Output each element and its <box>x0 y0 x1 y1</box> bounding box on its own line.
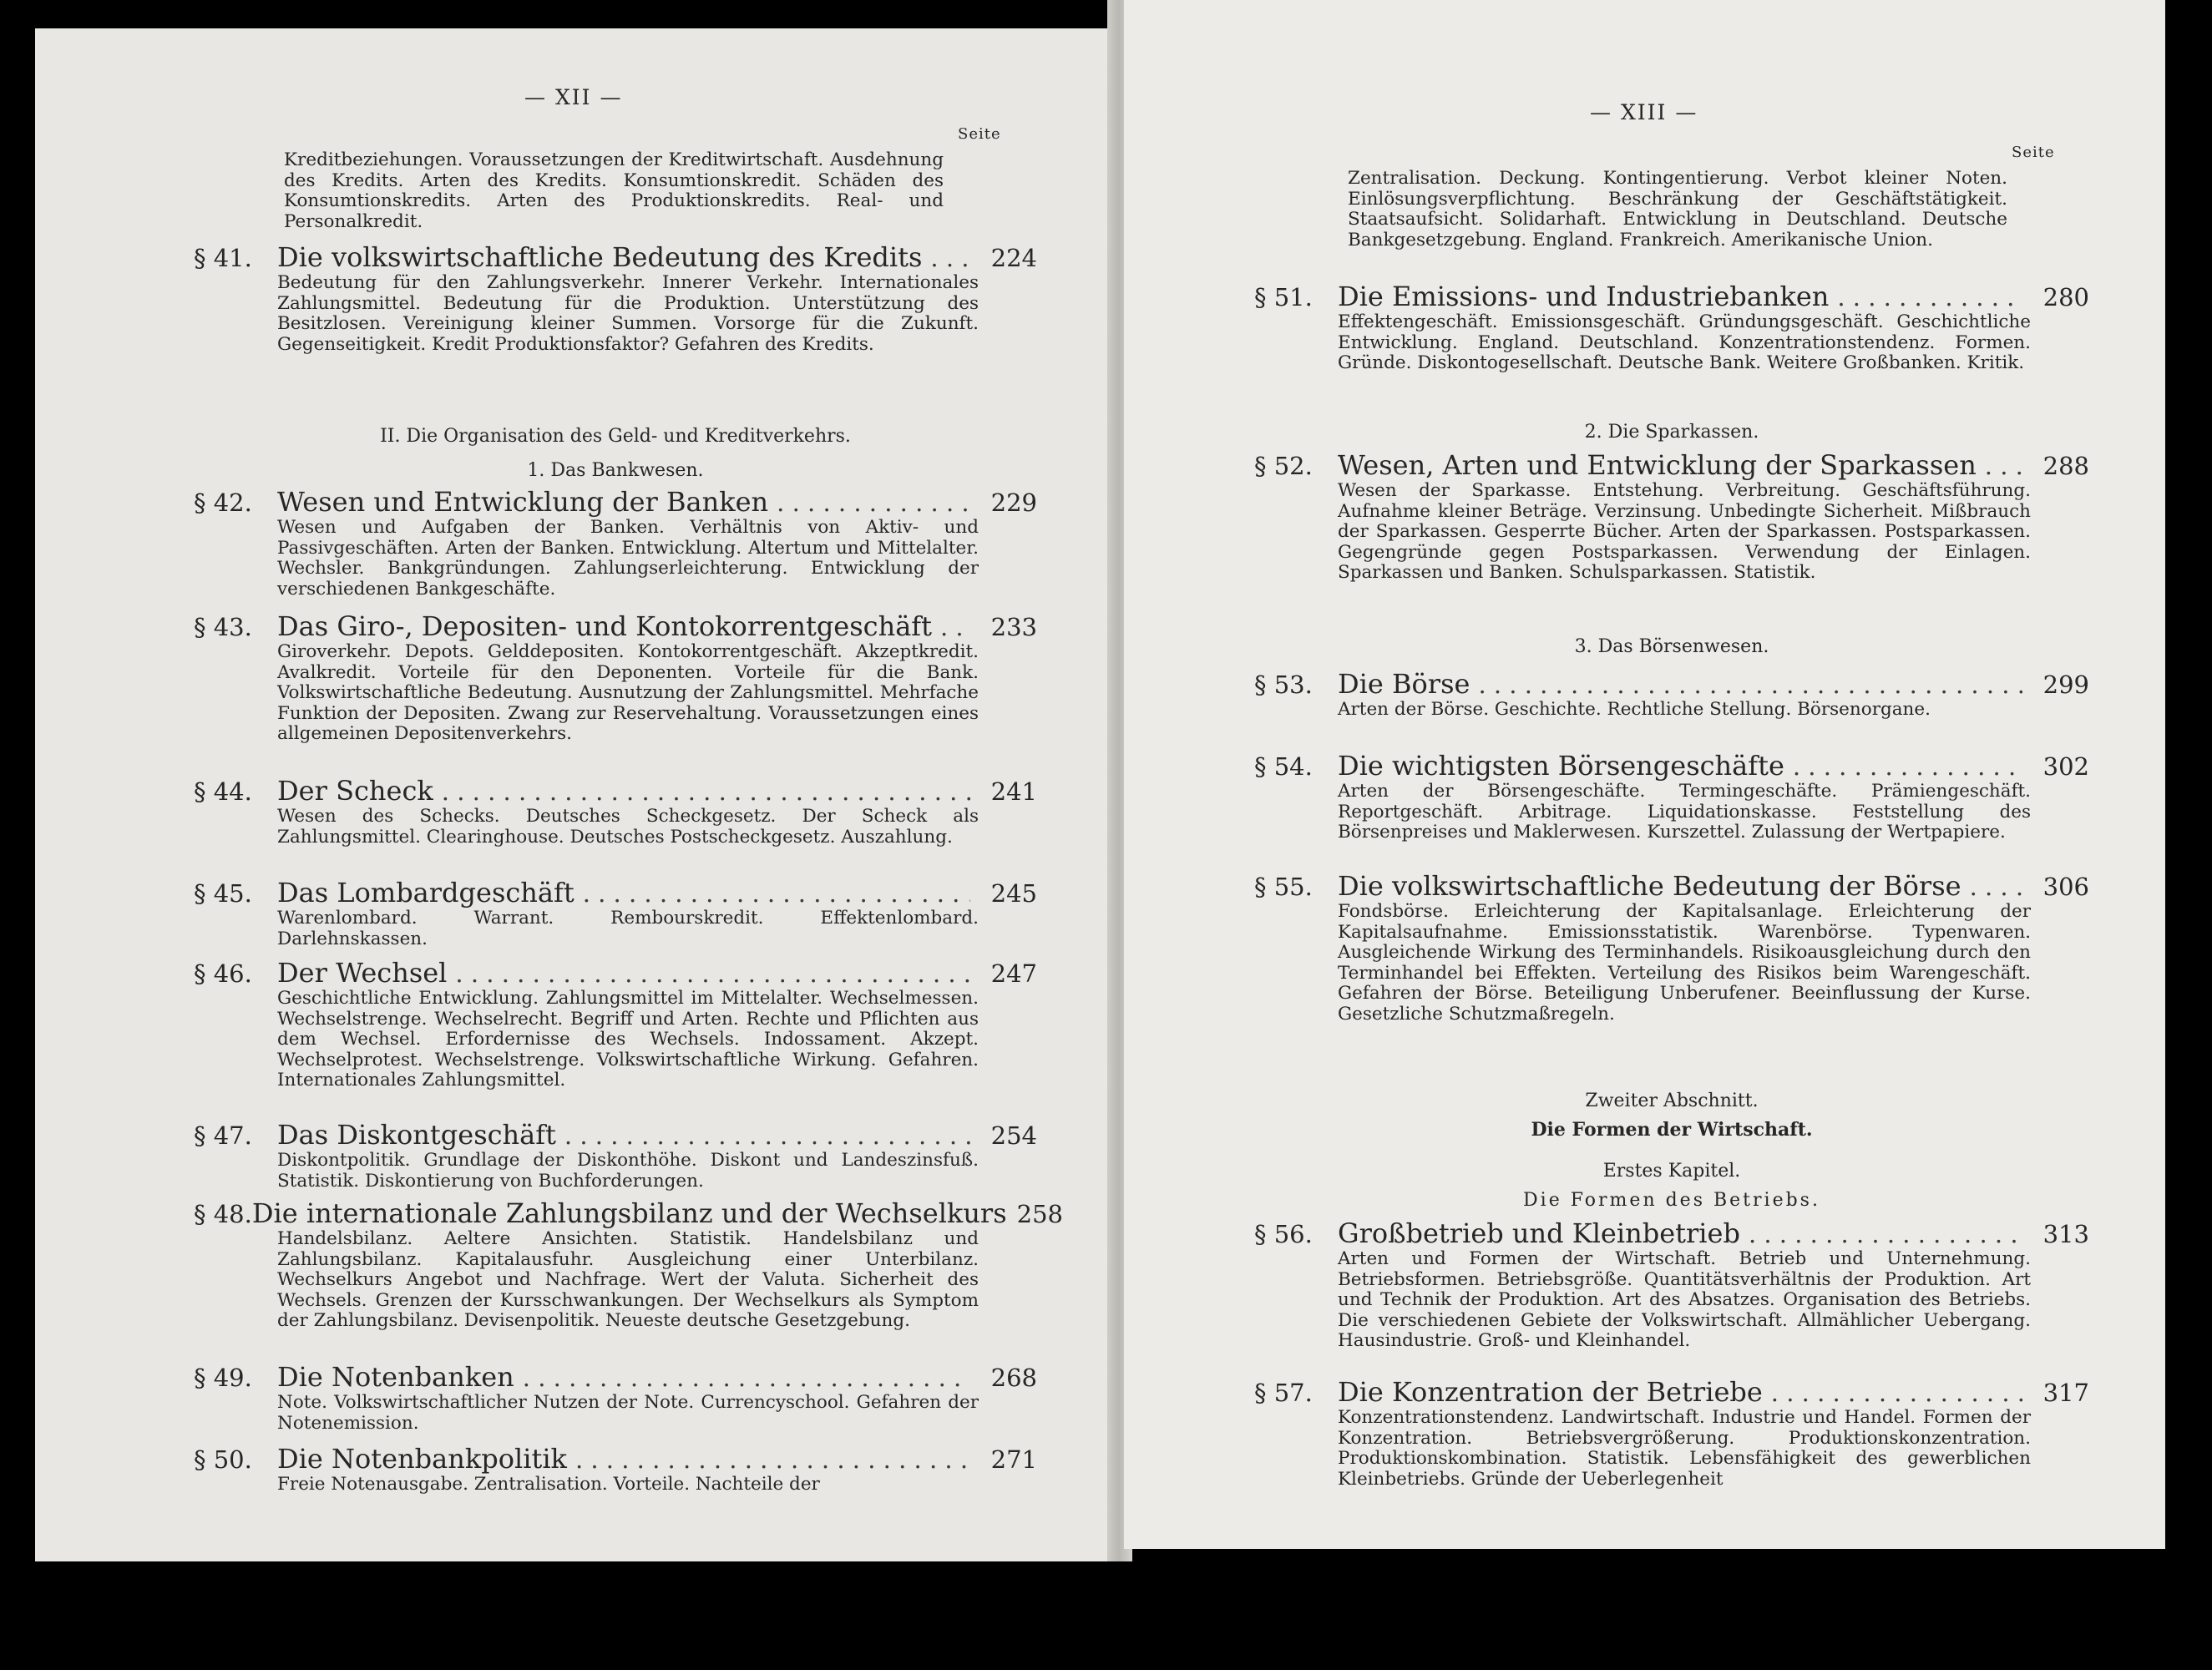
abschnitt-title: Die Formen der Wirtschaft. <box>1531 1119 1813 1141</box>
intro-text-right: Zentralisation. Deckung. Kontingentierung. Verbot kleiner Noten. Einlösungsverpflichtung. Beschränkung der Geschäftstätigkeit. Staatsaufsicht. Solidarhaft. Entwicklung in Deutschland. Deutsche Bankgesetzgebung. England. Frankreich. Amerikanische Union. <box>1348 168 2007 250</box>
toc-entry-46[interactable]: § 46. Der Wechsel . . . 247 Geschichtliche Entwicklung. Zahlungsmittel im Mittelalter. Wechselmessen. Wechselstrenge. Wechselrecht. Begriff und Arten. Rechte und Pflichten aus dem Wechsel. Erfordernisse des Wechsels. Indossament. Akzept. Wechselprotest. Wechselstrenge. Volkswirtschaftliche Wirkung. Gefahren. Internationales Zahlungsmittel. <box>194 957 1037 1091</box>
toc-entry-52[interactable]: § 52. Wesen, Arten und Entwicklung der Sparkassen . . . 288 Wesen der Sparkasse. Entstehung. Verbreitung. Geschäftsführung. Aufnahme kleiner Beträge. Verzinsung. Unbedingte Sicherheit. Mißbrauch der Sparkassen. Gesperrte Bücher. Arten der Sparkassen. Postsparkassen. Gegengründe gegen Postsparkassen. Verwendung der Einlagen. Sparkassen und Banken. Schulsparkassen. Statistik. <box>1254 449 2089 584</box>
toc-entry-55[interactable]: § 55. Die volkswirtschaftliche Bedeutung der Börse . . . 306 Fondsbörse. Erleichterung der Kapitalsanlage. Erleichterung der Kapitalsaufnahme. Emissionsstatistik. Warenbörse. Typenwaren. Ausgleichende Wirkung des Terminhandels. Risikoausgleichung durch den Terminhandel bei Effekten. Verteilung des Risikos beim Warengeschäft. Gefahren der Börse. Beteiligung Unberufener. Beeinflussung der Kurse. Gesetzliche Schutzmaßregeln. <box>1254 870 2089 1025</box>
toc-entry-54[interactable]: § 54. Die wichtigsten Börsengeschäfte . . . 302 Arten der Börsengeschäfte. Termingeschäfte. Prämiengeschäft. Reportgeschäft. Arbitrage. Liquidationskasse. Feststellung des Börsenpreises und Maklerwesen. Kurszettel. Zulassung der Wertpapiere. <box>1254 750 2089 843</box>
toc-entry-47[interactable]: § 47. Das Diskontgeschäft . . . 254 Diskontpolitik. Grundlage der Diskonthöhe. Diskont und Landeszinsfuß. Statistik. Diskontierung von Buchforderungen. <box>194 1119 1037 1192</box>
toc-entry-42[interactable]: § 42. Wesen und Entwicklung der Banken . . . 229 Wesen und Aufgaben der Banken. Verhältnis von Aktiv- und Passivgeschäften. Arten der Banken. Entwicklung. Altertum und Mittelalter. Wechsler. Bankgründungen. Zahlungserleichterung. Entwicklung der verschiedenen Bankgeschäfte. <box>194 486 1037 600</box>
left-page <box>35 28 1114 1561</box>
part-heading: II. Die Organisation des Geld- und Kreditverkehrs. <box>380 426 851 447</box>
toc-entry-57[interactable]: § 57. Die Konzentration der Betriebe . . . 317 Konzentrationstendenz. Landwirtschaft. Industrie und Handel. Formen der Konzentration. Betriebsvergrößerung. Produktionskonzentration. Produktionskombination. Statistik. Lebensfähigkeit des gewerblichen Kleinbetriebs. Gründe der Ueberlegenheit <box>1254 1376 2089 1490</box>
toc-entry-49[interactable]: § 49. Die Notenbanken . . . 268 Note. Volkswirtschaftlicher Nutzen der Note. Currencyschool. Gefahren der Notenemission. <box>194 1361 1037 1434</box>
sub-heading-boersenwesen: 3. Das Börsenwesen. <box>1574 636 1769 657</box>
toc-entry-43[interactable]: § 43. Das Giro-, Depositen- und Kontokorrentgeschäft . . . 233 Giroverkehr. Depots. Gelddepositen. Kontokorrentgeschäft. Akzeptkredit. Avalkredit. Vorteile für den Deponenten. Vorteile für die Bank. Volkswirtschaftliche Bedeutung. Ausnutzung der Zahlungsmittel. Mehrfache Funktion der Depositen. Zwang zur Reservehaltung. Voraussetzungen eines allgemeinen Depositenverkehrs. <box>194 610 1037 745</box>
sub-heading-bankwesen: 1. Das Bankwesen. <box>527 460 704 481</box>
page-number-xiii: — XIII — <box>1590 100 1698 124</box>
right-page <box>1124 0 2165 1549</box>
intro-text: Kreditbeziehungen. Voraussetzungen der Kreditwirtschaft. Ausdehnung des Kredits. Arten des Kredits. Konsumtionskredit. Schäden des Konsumtionskredits. Arten des Produktionskredits. Real- und Personalkredit. <box>284 149 944 232</box>
toc-entry-50[interactable]: § 50. Die Notenbankpolitik . . . 271 Freie Notenausgabe. Zentralisation. Vorteile. Nachteile der <box>194 1443 1037 1495</box>
toc-entry-44[interactable]: § 44. Der Scheck . . . 241 Wesen des Schecks. Deutsches Scheckgesetz. Der Scheck als Zahlungsmittel. Clearinghouse. Deutsches Postscheckgesetz. Auszahlung. <box>194 775 1037 848</box>
kapitel-title: Die Formen des Betriebs. <box>1523 1190 1820 1211</box>
toc-entry-41[interactable]: § 41. Die volkswirtschaftliche Bedeutung des Kredits . . . 224 Bedeutung für den Zahlungsverkehr. Innerer Verkehr. Internationales Zahlungsmittel. Bedeutung für die Produktion. Unterstützung des Besitzlosen. Vereinigung kleiner Summen. Vorsorge für die Zukunft. Gegenseitigkeit. Kredit Produktionsfaktor? Gefahren des Kredits. <box>194 241 1037 355</box>
abschnitt-heading: Zweiter Abschnitt. <box>1585 1091 1759 1111</box>
page-number-xii: — XII — <box>524 85 623 109</box>
seite-label-right: Seite <box>2012 144 2055 161</box>
toc-entry-48[interactable]: § 48. Die internationale Zahlungsbilanz und der Wechselkurs 258 Handelsbilanz. Aeltere Ansichten. Statistik. Handelsbilanz und Zahlungsbilanz. Kapitalausfuhr. Ausgleichung einer Unterbilanz. Wechselkurs Angebot und Nachfrage. Wert der Valuta. Sicherheit des Wechsels. Grenzen der Kursschwankungen. Der Wechselkurs als Symptom der Zahlungsbilanz. Devisenpolitik. Neueste deutsche Gesetzgebung. <box>194 1197 1063 1331</box>
toc-entry-53[interactable]: § 53. Die Börse . . . 299 Arten der Börse. Geschichte. Rechtliche Stellung. Börsenorgane. <box>1254 668 2089 721</box>
seite-label: Seite <box>958 125 1001 143</box>
toc-entry-45[interactable]: § 45. Das Lombardgeschäft . . . 245 Warenlombard. Warrant. Rembourskredit. Effektenlombard. Darlehnskassen. <box>194 877 1037 949</box>
sub-heading-sparkassen: 2. Die Sparkassen. <box>1584 422 1759 443</box>
toc-entry-56[interactable]: § 56. Großbetrieb und Kleinbetrieb . . . 313 Arten und Formen der Wirtschaft. Betrieb und Unternehmung. Betriebsformen. Betriebsgröße. Quantitätsverhältnis der Produktion. Art und Technik der Produktion. Art des Absatzes. Organisation des Betriebs. Die verschiedenen Gebiete der Volkswirtschaft. Allmählicher Uebergang. Hausindustrie. Groß- und Kleinhandel. <box>1254 1217 2089 1352</box>
toc-entry-51[interactable]: § 51. Die Emissions- und Industriebanken . . . 280 Effektengeschäft. Emissionsgeschäft. Gründungsgeschäft. Geschichtliche Entwicklung. England. Deutschland. Konzentrationstendenz. Formen. Gründe. Diskontogesellschaft. Deutsche Bank. Weitere Großbanken. Kritik. <box>1254 281 2089 374</box>
kapitel-heading: Erstes Kapitel. <box>1602 1161 1741 1182</box>
